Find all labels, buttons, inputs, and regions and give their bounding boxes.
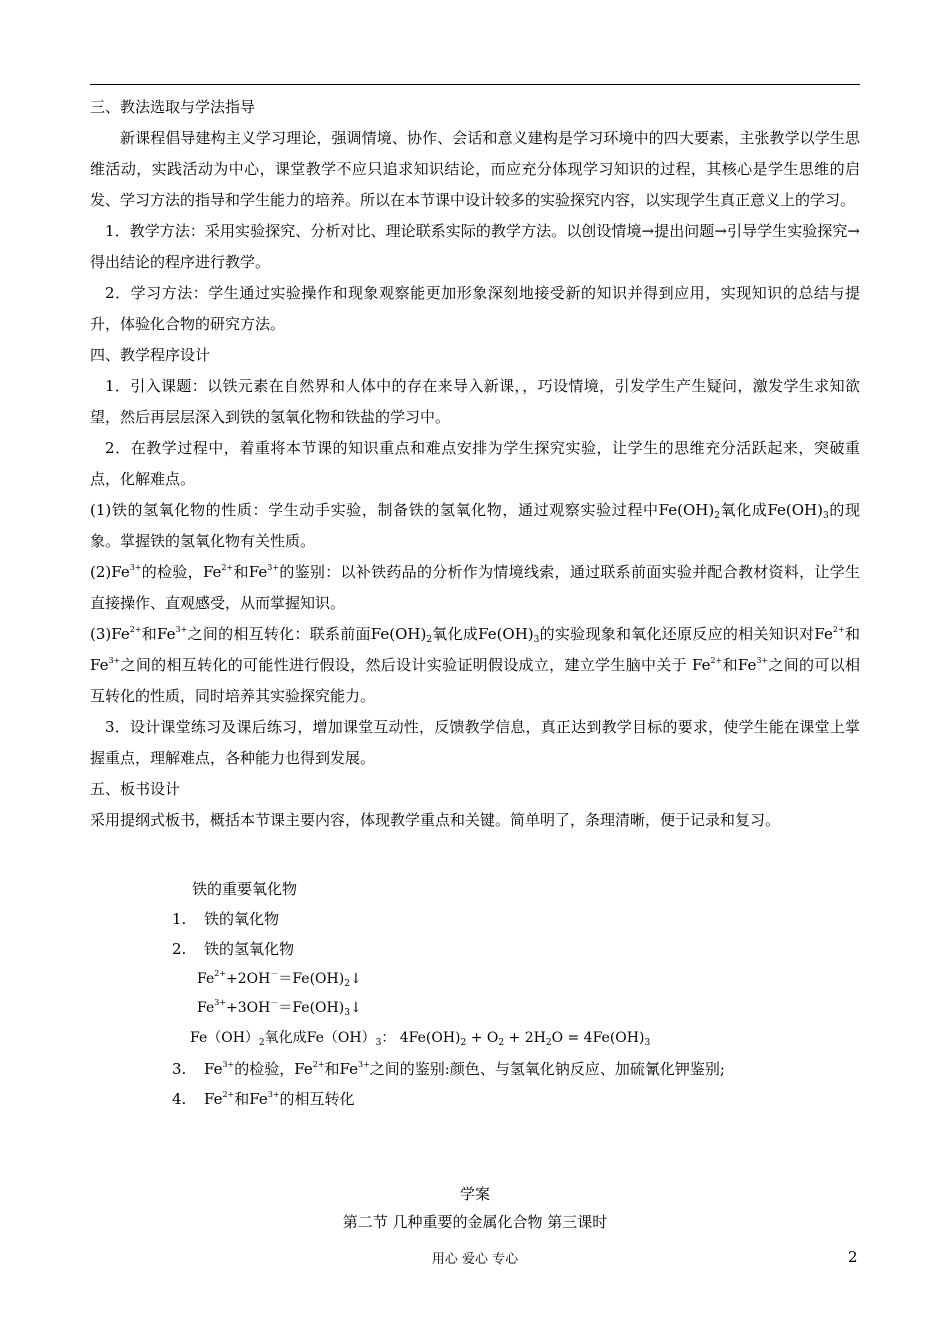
board-item2-text: 铁的氢氧化物 [204,940,295,958]
equation-fe3-hydroxide: $Fe^{3+}+3OH^-=Fe(OH)_3↓$ [197,998,362,1018]
equation-fe2-hydroxide: $Fe^{2+}+2OH^-=Fe(OH)_2↓$ [197,969,362,989]
section4-heading: 四、教学程序设计 [90,346,211,364]
board-title: 铁的重要氧化物 [192,880,298,898]
section3-para1: 新课程倡导建构主义学习理论，强调情境、协作、会话和意义建构是学习环境中的四大要素，主张教学以学生思维活动，实践活动为中心，课堂教学不应只追求知识结论，而应充分体现学习知识的过程，其核心是学生思维的启发、学习方法的指导和学生能力的培养。所以在本节课中设计较多的实验探究内容，以实现学生真正意义上的学习。 [90,129,860,209]
section3-item1: 1．教学方法：采用实验探究、分析对比、理论联系实际的教学方法。以创设情境→提出问题→引导学生实验探究→得出结论的程序进行教学。 [90,222,860,271]
section3-item2: 2．学习方法：学生通过实验操作和现象观察能更加形象深刻地接受新的知识并得到应用，实现知识的总结与提升，体验化合物的研究方法。 [90,284,860,333]
board-item3-text: $Fe^{3+}$的检验，$Fe^{2+}$和$Fe^{3+}$之间的鉴别:颜色、与氢氧化钠反应、加硫氰化钾鉴别; [204,1060,725,1078]
section4-item3: 3．设计课堂练习及课后练习，增加课堂互动性，反馈教学信息，真正达到教学目标的要求，使学生能在课堂上掌握重点，理解难点，各种能力也得到发展。 [90,718,860,767]
page-number: 2 [848,1248,858,1266]
equation-oxidation: $Fe(OH)_2$氧化成$Fe(OH)_3$： $4Fe(OH)_2 + O_2 + 2H_2O = 4Fe(OH)_3$ [190,1030,651,1048]
board-item3-number: 3. [172,1060,187,1078]
board-item4-text: $Fe^{2+}$和$Fe^{3+}$的相互转化 [204,1090,355,1108]
board-item2-number: 2. [172,940,187,958]
section5-intro: 采用提纲式板书，概括本节课主要内容，体现教学重点和关键。简单明了，条理清晰，便于记录和复习。 [90,811,781,829]
section4-sub2: $(2)Fe^{3+}$的检验，$Fe^{2+}$和$Fe^{3+}$的鉴别：以补铁药品的分析作为情境线索，通过联系前面实验并配合教材资料，让学生直接操作、直观感受，从而掌握知识。 [90,563,860,612]
xuean-title: 学案 [459,1185,490,1203]
section4-item2: 2．在教学过程中，着重将本节课的知识重点和难点安排为学生探究实验，让学生的思维充分活跃起来，突破重点，化解难点。 [90,439,860,488]
section4-sub1: (1)铁的氢氧化物的性质：学生动手实验，制备铁的氢氧化物，通过观察实验过程中$Fe(OH)_2$氧化成$Fe(OH)_3$的现象。掌握铁的氢氧化物有关性质。 [90,501,860,550]
section5-heading: 五、板书设计 [90,780,181,798]
footer-motto: 用心 爱心 专心 [431,1252,519,1267]
board-item4-number: 4. [172,1090,187,1108]
lesson-subtitle: 第二节 几种重要的金属化合物 第三课时 [342,1213,608,1231]
board-item1-number: 1. [172,910,187,928]
section4-item1: 1．引入课题：以铁元素在自然界和人体中的存在来导入新课，，巧设情境，引发学生产生疑问，激发学生求知欲望，然后再层层深入到铁的氢氧化物和铁盐的学习中。 [90,377,860,426]
board-item1-text: 铁的氧化物 [204,910,280,928]
document-body [90,92,860,836]
header-rule [90,84,860,85]
section4-sub3: $(3)Fe^{2+}$和$Fe^{3+}$之间的相互转化：联系前面$Fe(OH)_2$氧化成$Fe(OH)_3$的实验现象和氧化还原反应的相关知识对$Fe^{2+}$和$Fe^{3+}$之间的相互转化的可能性进行假设，然后设计实验证明假设成立，建立学生脑中关于 $Fe^{2+}$和$Fe^{3+}$之间的可以相互转化的性质，同时培养其实验探究能力。 [90,625,860,705]
section3-heading: 三、教法选取与学法指导 [90,98,256,116]
